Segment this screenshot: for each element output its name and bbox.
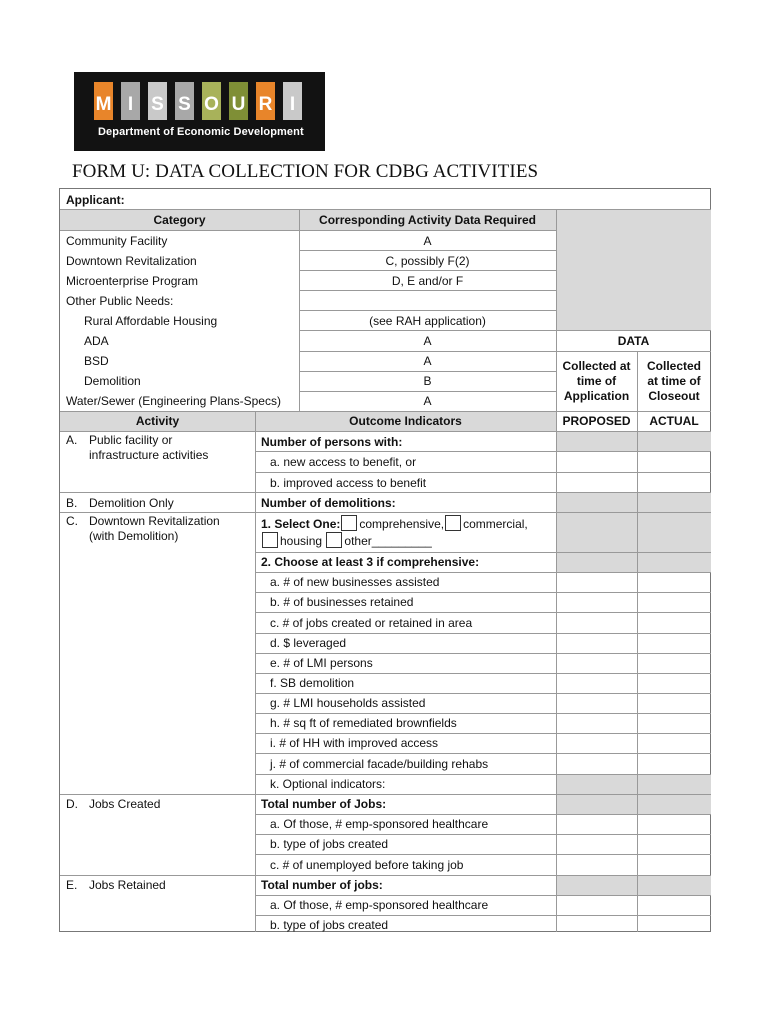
missouri-logo	[74, 72, 325, 151]
category-label: Microenterprise Program	[66, 274, 199, 288]
category-label: Other Public Needs:	[66, 294, 174, 308]
vline	[556, 209, 557, 932]
collected-closeout-header	[637, 359, 711, 404]
proposed-header: PROPOSED	[562, 414, 631, 428]
outcome-item: a. # of new businesses assisted	[270, 575, 440, 589]
category-value: A	[423, 234, 432, 248]
outcome-item: a. Of those, # emp-sponsored healthcare	[270, 898, 489, 912]
outcome-item: b. type of jobs created	[270, 837, 389, 851]
category-label: Rural Affordable Housing	[84, 314, 218, 328]
logo-letter: U	[231, 94, 246, 115]
activity-b	[66, 493, 174, 513]
outcome-item: g. # LMI households assisted	[270, 696, 426, 710]
header-line: Collected at	[562, 359, 631, 373]
header-line: at time of	[647, 374, 701, 388]
activity-letter: A.	[66, 433, 78, 447]
select-one-row	[261, 515, 528, 549]
category-header: Category	[153, 213, 206, 227]
category-label: Demolition	[84, 374, 141, 388]
form-title: FORM U: DATA COLLECTION FOR CDBG ACTIVITIES	[72, 161, 539, 182]
outcome-bold: Number of demolitions:	[261, 496, 396, 510]
outcome-bold: 2. Choose at least 3 if comprehensive:	[261, 555, 480, 569]
category-value: (see RAH application)	[369, 314, 486, 328]
activity-line: Jobs Created	[89, 797, 161, 811]
category-value: C, possibly F(2)	[385, 254, 470, 268]
option-label: commercial,	[463, 517, 528, 531]
logo-letter: M	[95, 94, 112, 115]
activity-e	[66, 875, 166, 895]
activity-letter: E.	[66, 878, 78, 892]
activity-c	[66, 514, 220, 543]
option-label: other_________	[344, 534, 432, 548]
checkbox-commercial[interactable]	[445, 515, 461, 531]
outcome-item: i. # of HH with improved access	[270, 736, 439, 750]
gray-row-optional	[556, 774, 711, 794]
checkbox-comprehensive[interactable]	[341, 515, 357, 531]
option-label: housing	[280, 534, 323, 548]
category-label: Downtown Revitalization	[66, 254, 197, 268]
category-value: A	[423, 394, 432, 408]
activity-line: Public facility or	[89, 433, 173, 447]
outcome-item: e. # of LMI persons	[270, 656, 373, 670]
activity-line: Downtown Revitalization	[89, 514, 220, 528]
gray-row-persons	[556, 432, 711, 451]
logo-letter: S	[151, 94, 164, 115]
applicant-label: Applicant:	[66, 193, 125, 207]
activity-d	[66, 794, 161, 814]
outcome-item: k. Optional indicators:	[270, 777, 386, 791]
logo-letter: R	[258, 94, 273, 115]
category-label: ADA	[84, 334, 109, 348]
data-header: DATA	[617, 334, 650, 348]
activity-line: Demolition Only	[89, 496, 174, 510]
gray-row-demolitions	[556, 492, 711, 512]
header-line: Closeout	[648, 389, 700, 403]
category-label: BSD	[84, 354, 109, 368]
vline	[255, 411, 256, 932]
header-line: Collected	[646, 359, 701, 373]
gray-row-retained	[556, 875, 711, 895]
activity-header: Activity	[135, 414, 180, 428]
checkbox-housing[interactable]	[262, 532, 278, 548]
category-value: B	[423, 374, 432, 388]
data-collection-table	[59, 188, 711, 932]
data-required-header: Corresponding Activity Data Required	[319, 213, 536, 227]
category-value: A	[423, 354, 432, 368]
select-one-label: 1. Select One:	[261, 517, 341, 531]
activity-a	[66, 433, 209, 462]
logo-letter: I	[127, 94, 134, 115]
collected-application-header	[556, 359, 637, 404]
logo-letter: I	[289, 94, 296, 115]
outcome-item: c. # of jobs created or retained in area	[270, 616, 473, 630]
outcome-item: b. improved access to benefit	[270, 476, 427, 490]
outcome-bold: Number of persons with:	[261, 435, 403, 449]
category-value: A	[423, 334, 432, 348]
gray-row-choose	[556, 552, 711, 572]
vline	[637, 351, 638, 932]
outcome-item: b. # of businesses retained	[270, 595, 414, 609]
category-label: Water/Sewer (Engineering Plans-Specs)	[66, 394, 281, 408]
logo-letter: O	[204, 94, 219, 115]
activity-line: infrastructure activities	[89, 448, 209, 462]
gray-row-jobs	[556, 794, 711, 814]
outcome-item: f. SB demolition	[270, 676, 355, 690]
outcome-item: a. new access to benefit, or	[270, 455, 417, 469]
outcome-item: b. type of jobs created	[270, 918, 389, 932]
outcome-item: j. # of commercial facade/building rehabs	[270, 757, 489, 771]
category-label: Community Facility	[66, 234, 168, 248]
activity-line: Jobs Retained	[89, 878, 166, 892]
outcome-item: c. # of unemployed before taking job	[270, 858, 464, 872]
header-line: time of	[576, 374, 617, 388]
category-value: D, E and/or F	[391, 274, 464, 288]
outcome-item: d. $ leveraged	[270, 636, 347, 650]
hline	[556, 351, 711, 352]
outcome-bold: Total number of Jobs:	[261, 797, 387, 811]
gray-row-select	[556, 512, 711, 552]
header-line: Application	[563, 389, 630, 403]
activity-letter: B.	[66, 496, 78, 510]
outcome-item: h. # sq ft of remediated brownfields	[270, 716, 457, 730]
actual-header: ACTUAL	[649, 414, 699, 428]
checkbox-other[interactable]	[326, 532, 342, 548]
outcome-bold: Total number of jobs:	[261, 878, 383, 892]
activity-letter: C.	[66, 514, 78, 528]
activity-letter: D.	[66, 797, 78, 811]
activity-line: (with Demolition)	[89, 529, 179, 543]
logo-letter: S	[178, 94, 191, 115]
option-label: comprehensive,	[359, 517, 445, 531]
outcome-item: a. Of those, # emp-sponsored healthcare	[270, 817, 489, 831]
top-right-gray-block	[556, 209, 711, 330]
logo-subtitle: Department of Economic Development	[98, 126, 304, 138]
outcome-header: Outcome Indicators	[349, 414, 462, 428]
